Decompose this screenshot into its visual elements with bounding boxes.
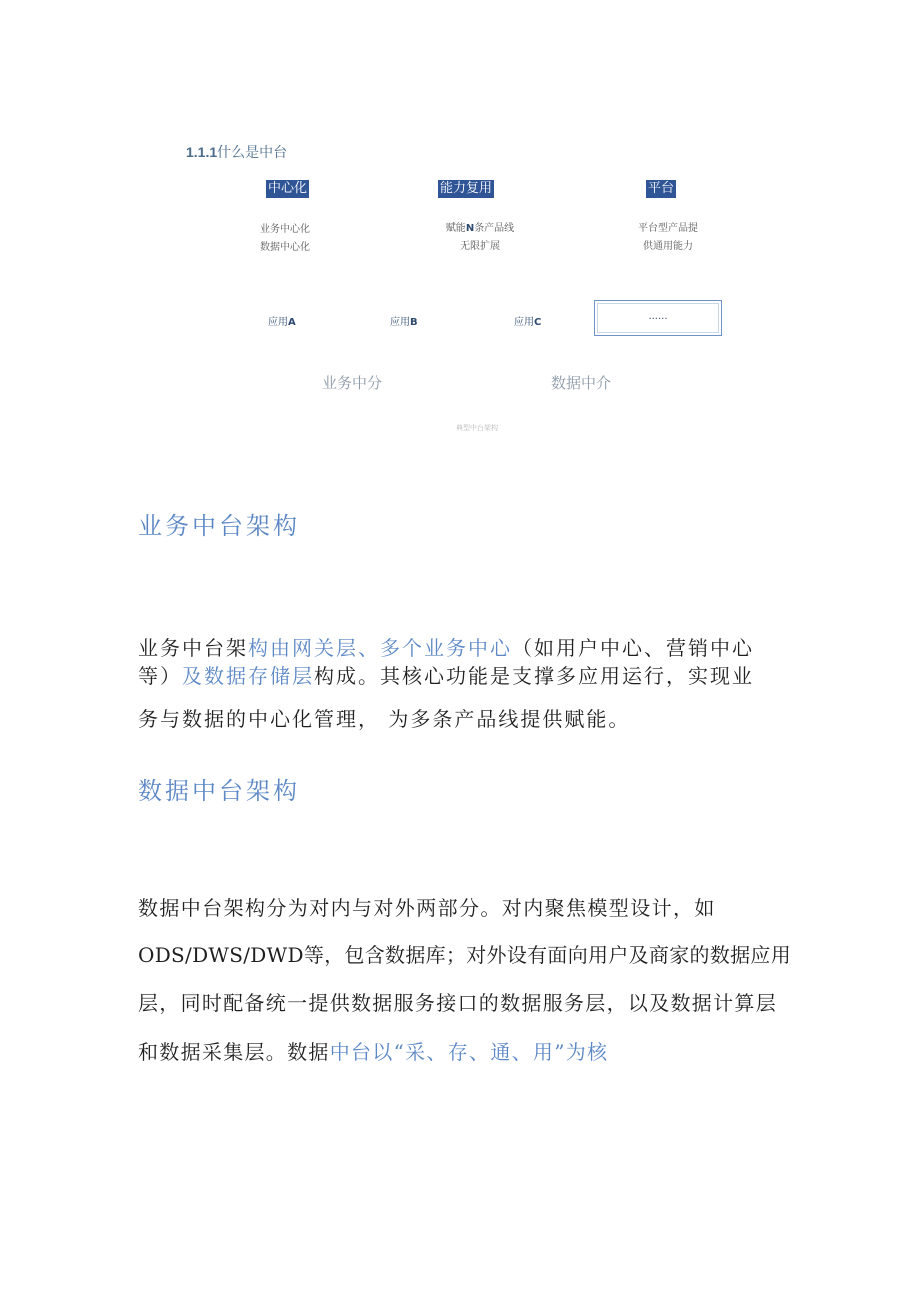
text: （如用户中心、营销中心	[512, 636, 754, 660]
text: 业务中台架	[138, 636, 248, 660]
app-a	[268, 313, 296, 328]
data-middle-label: 数据中介	[551, 374, 612, 392]
desc-capability-reuse	[430, 220, 530, 256]
desc-text: 赋能	[445, 223, 466, 234]
app-more-box	[594, 300, 722, 336]
app-c	[514, 313, 541, 328]
tag-platform: 平台	[648, 181, 675, 196]
desc-text: 条产品线	[474, 223, 515, 234]
desc-line: 平台型产品提	[638, 223, 698, 234]
section-title-text: 什么是中台	[217, 144, 288, 160]
business-arch-heading: 业务中台架构	[138, 512, 300, 540]
data-arch-line-2: ODS/DWS/DWD等，包含数据库；对外设有面向用户及商家的数据应用	[138, 943, 792, 967]
app-prefix: 应用	[390, 317, 410, 328]
text: 等）	[138, 664, 182, 688]
data-arch-heading: 数据中台架构	[138, 777, 300, 805]
highlight-text: 构由网关层、多个业务中心	[248, 636, 512, 660]
app-letter: A	[288, 317, 296, 328]
tag-centralization: 中心化	[268, 181, 308, 196]
business-arch-line-2	[138, 664, 754, 688]
diagram-caption: 典型中台架构	[456, 424, 498, 432]
text: 构成。其核心功能是支撑多应用运行，实现业	[314, 664, 754, 688]
desc-centralization	[250, 221, 320, 257]
business-middle-label: 业务中分	[322, 374, 383, 392]
data-arch-line-4	[138, 1040, 608, 1064]
data-arch-line-3: 层，同时配备统一提供数据服务接口的数据服务层，以及数据计算层	[138, 991, 777, 1015]
desc-line	[430, 220, 530, 238]
desc-n: N	[465, 223, 475, 234]
app-prefix: 应用	[268, 317, 288, 328]
desc-line: 业务中心化	[260, 224, 310, 235]
data-arch-line-1: 数据中台架构分为对内与对外两部分。对内聚焦模型设计，如	[138, 896, 716, 920]
section-title	[186, 142, 287, 162]
desc-platform	[630, 220, 706, 256]
business-arch-line-3: 务与数据的中心化管理， 为多条产品线提供赋能。	[138, 707, 631, 731]
desc-line: 无限扩展	[460, 241, 500, 252]
desc-line: 数据中心化	[260, 242, 310, 253]
business-arch-line-1	[138, 636, 754, 660]
section-number: 1.1.1	[186, 144, 218, 160]
text: 和数据采集层。数据	[138, 1040, 330, 1064]
tag-capability-reuse: 能力复用	[440, 181, 493, 196]
highlight-text: 及数据存储层	[182, 664, 314, 688]
app-b	[390, 313, 418, 328]
app-letter: C	[534, 317, 542, 328]
app-more-dots: ......	[648, 311, 668, 322]
desc-line: 供通用能力	[643, 241, 693, 252]
highlight-text: 中台以“采、存、通、用”为核	[329, 1040, 609, 1064]
app-letter: B	[410, 317, 418, 328]
app-prefix: 应用	[514, 317, 534, 328]
